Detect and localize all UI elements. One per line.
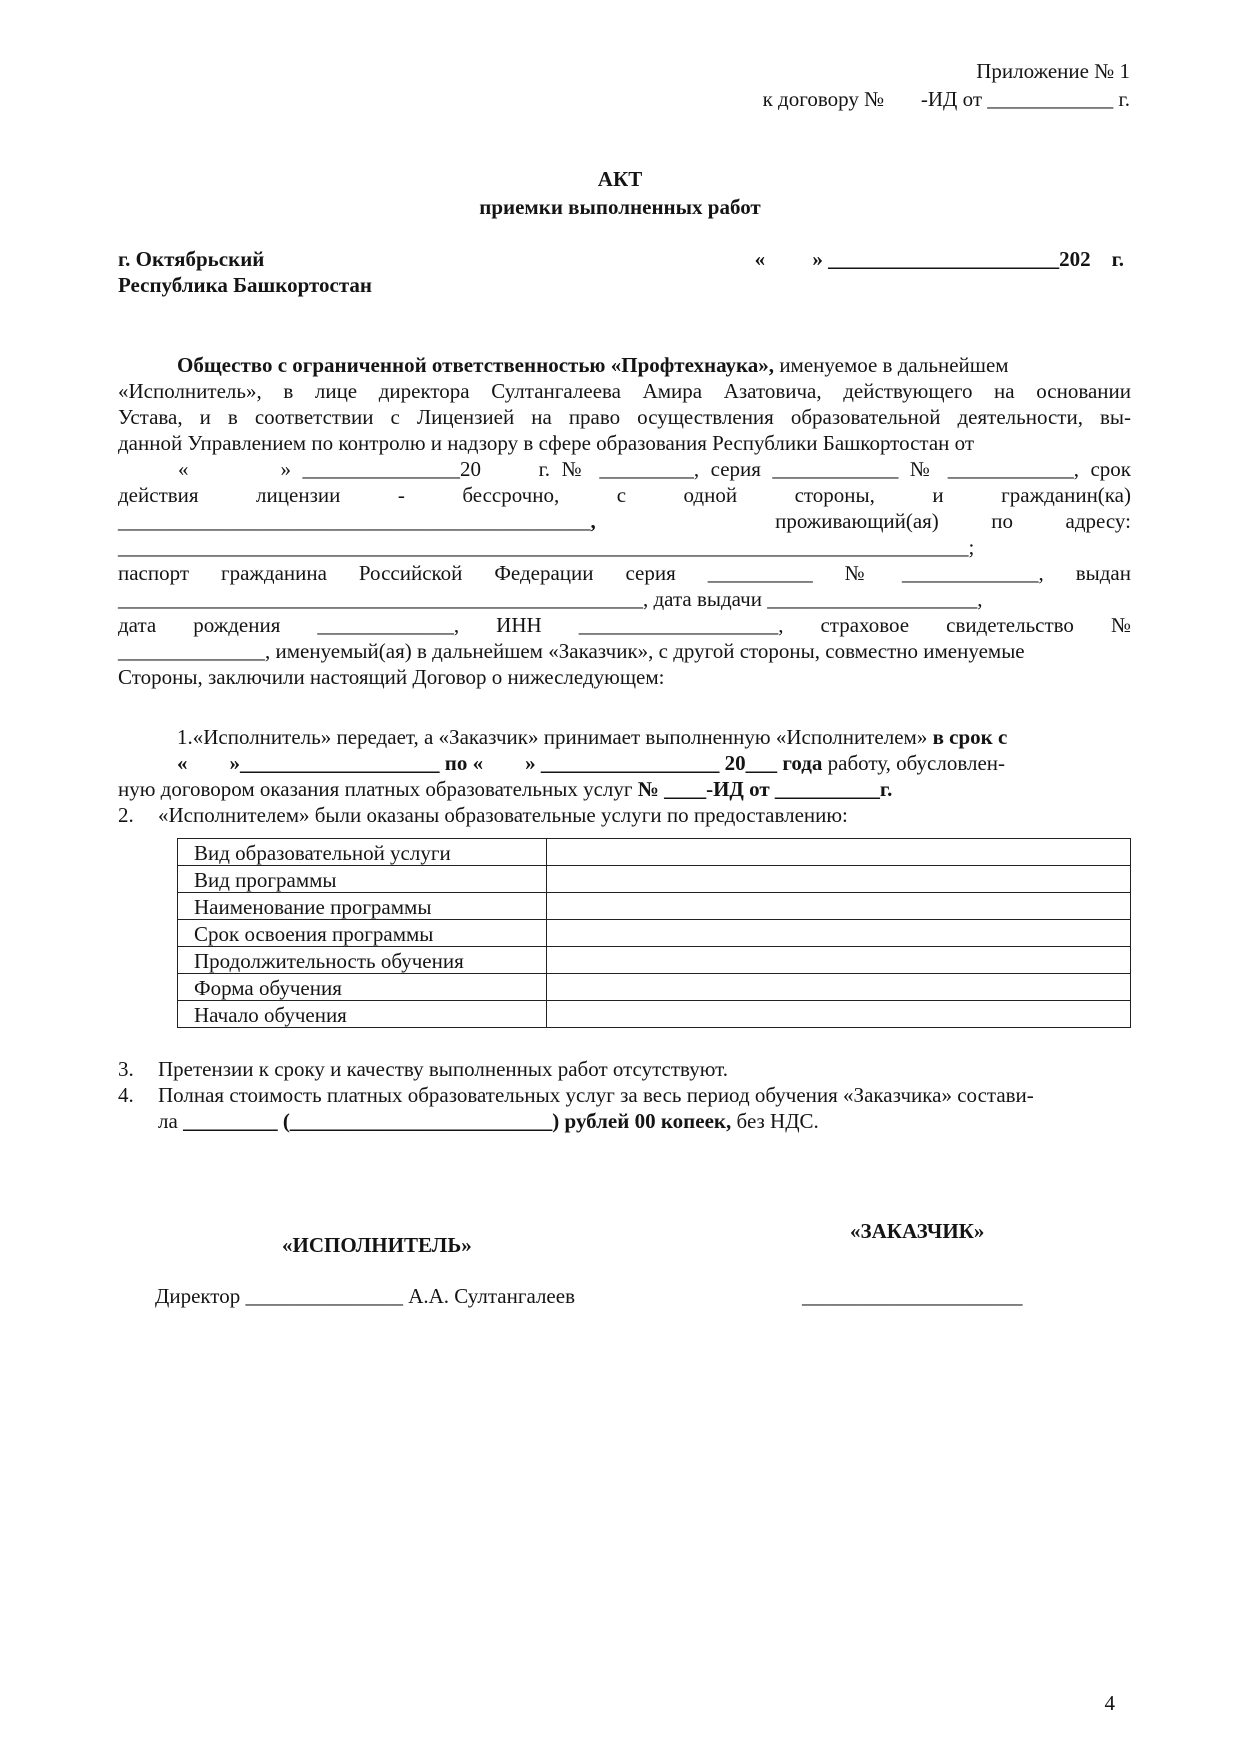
row-label: Наименование программы	[178, 893, 547, 920]
intro-line-13: Стороны, заключили настоящий Договор о нижеследующем:	[118, 665, 665, 689]
item-4-line-2: ла _________ (_________________________) рублей 00 копеек, без НДС.	[158, 1109, 819, 1133]
row-value[interactable]	[547, 974, 1131, 1001]
services-table	[177, 838, 1131, 1028]
row-label: Форма обучения	[178, 974, 547, 1001]
row-value[interactable]	[547, 1001, 1131, 1028]
intro-line-6: действия лицензии - бессрочно, с одной стороны, и гражданин(ка)	[118, 483, 1131, 507]
document-subtitle: приемки выполненных работ	[479, 195, 761, 219]
executor-signature-line: Директор _______________ А.А. Султангалеев	[155, 1284, 575, 1308]
customer-signature-line: _____________________	[802, 1284, 1023, 1308]
intro-line-4: данной Управлением по контролю и надзору в сфере образования Республики Башкортостан от	[118, 431, 975, 455]
row-label: Вид программы	[178, 866, 547, 893]
row-label: Начало обучения	[178, 1001, 547, 1028]
intro-line-7-address: проживающий(ая) по адресу:	[775, 509, 1131, 533]
item-2-text: «Исполнителем» были оказаны образовательные услуги по предоставлению:	[158, 803, 848, 827]
intro-line-1: Общество с ограниченной ответственностью «Профтехнаука», именуемое в дальнейшем	[177, 353, 1009, 377]
page-number: 4	[1104, 1691, 1115, 1715]
customer-title: «ЗАКАЗЧИК»	[850, 1219, 985, 1243]
appendix-label: Приложение № 1	[976, 59, 1130, 83]
item-1-line-1: 1.«Исполнитель» передает, а «Заказчик» принимает выполненную «Исполнителем» в срок с	[177, 725, 1008, 749]
intro-line-2: «Исполнитель», в лице директора Султангалеева Амира Азатовича, действующего на основании	[118, 379, 1131, 403]
item-1-line-3: ную договором оказания платных образовательных услуг № ____-ИД от __________г.	[118, 777, 893, 801]
item-2-number: 2.	[118, 803, 134, 827]
row-label: Продолжительность обучения	[178, 947, 547, 974]
table-row	[178, 974, 1131, 1001]
item-4-number: 4.	[118, 1083, 134, 1107]
table-row	[178, 839, 1131, 866]
row-value[interactable]	[547, 839, 1131, 866]
intro-line-11: дата рождения _____________, ИНН ___________________, страховое свидетельство №	[118, 613, 1131, 637]
row-value[interactable]	[547, 866, 1131, 893]
company-name: Общество с ограниченной ответственностью «Профтехнаука»,	[177, 353, 775, 377]
intro-line-5: « » _______________20 г. № _________, серия ____________ № ____________, срок	[178, 457, 1131, 481]
intro-line-8: _________________________________________________________________________________;	[118, 535, 975, 559]
intro-line-7: _____________________________________________,	[118, 509, 596, 533]
row-label: Вид образовательной услуги	[178, 839, 547, 866]
table-row	[178, 893, 1131, 920]
row-value[interactable]	[547, 947, 1131, 974]
table-row	[178, 947, 1131, 974]
intro-line-3: Устава, и в соответствии с Лицензией на право осуществления образовательной деятельности, вы-	[118, 405, 1131, 429]
total-cost: _________ (_________________________) рублей 00 копеек,	[183, 1109, 732, 1133]
item-3-text: Претензии к сроку и качеству выполненных работ отсутствуют.	[158, 1057, 728, 1081]
city: г. Октябрьский	[118, 247, 265, 271]
intro-line-10: __________________________________________________, дата выдачи ____________________,	[118, 587, 983, 611]
item-1-line-2: « »___________________ по « » _________________ 20___ года работу, обусловлен-	[177, 751, 1006, 775]
row-value[interactable]	[547, 893, 1131, 920]
contract-reference: к договору № -ИД от ____________ г.	[762, 87, 1130, 111]
row-label: Срок освоения программы	[178, 920, 547, 947]
document-title: АКТ	[597, 167, 643, 191]
intro-line-9: паспорт гражданина Российской Федерации серия __________ № _____________, выдан	[118, 561, 1131, 585]
region: Республика Башкортостан	[118, 273, 373, 297]
item-3-number: 3.	[118, 1057, 134, 1081]
act-date: « » ______________________202 г.	[754, 247, 1124, 271]
table-row	[178, 866, 1131, 893]
table-row	[178, 1001, 1131, 1028]
row-value[interactable]	[547, 920, 1131, 947]
executor-title: «ИСПОЛНИТЕЛЬ»	[282, 1233, 472, 1257]
table-row	[178, 920, 1131, 947]
item-4-line-1: Полная стоимость платных образовательных услуг за весь период обучения «Заказчика» состави-	[158, 1083, 1034, 1107]
intro-line-12: ______________, именуемый(ая) в дальнейшем «Заказчик», с другой стороны, совместно именуемые	[118, 639, 1025, 663]
